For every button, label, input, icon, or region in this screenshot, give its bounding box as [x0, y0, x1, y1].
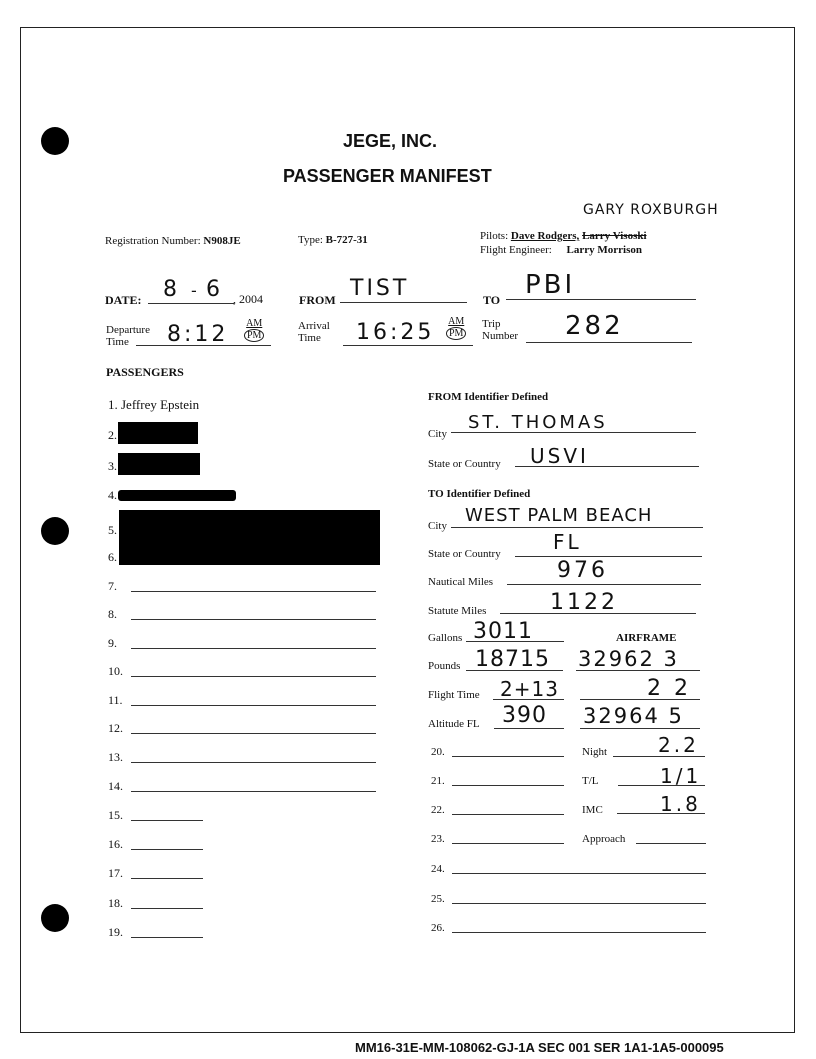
departure-pm-circled: PM [244, 329, 264, 342]
airframe-3-value: 32964 5 [583, 704, 684, 728]
departure-value: 8:12 [167, 322, 229, 347]
date-month: 8 [163, 277, 180, 302]
passenger-row-label: 11. [108, 693, 123, 707]
flight-time-value: 2+13 [500, 677, 559, 701]
passenger-row-line [131, 791, 376, 792]
altitude-label: Altitude FL [428, 718, 480, 730]
passenger-row-label: 8. [108, 607, 117, 621]
to-state-value: FL [553, 530, 582, 554]
passenger-row-line [131, 619, 376, 620]
trip-label [482, 318, 518, 342]
binder-hole-bottom [41, 904, 69, 932]
extra-row-line [452, 843, 564, 844]
redaction-box [119, 510, 380, 565]
document-control-number: MM16-31E-MM-108062-GJ-1A SEC 001 SER 1A1-1A5-000095 [355, 1040, 724, 1055]
passenger-row-line [131, 762, 376, 763]
company-name: JEGE, INC. [343, 131, 438, 151]
trip-label-line2: Number [482, 330, 519, 342]
passenger-row-line [131, 849, 203, 850]
from-state-value: USVI [530, 444, 589, 468]
nautical-label: Nautical Miles [428, 576, 494, 588]
extra-row-label: 25. [431, 893, 445, 905]
passenger-row-label: 14. [108, 779, 123, 793]
pounds-value: 18715 [475, 647, 550, 672]
from-city-value: ST. THOMAS [468, 412, 608, 433]
binder-hole-middle [41, 517, 69, 545]
tl-label: T/L [582, 775, 599, 787]
passenger-row-label: 2. [108, 428, 117, 442]
departure-label-line2: Time [106, 336, 129, 348]
arrival-line [343, 345, 473, 346]
passenger-row-label: 9. [108, 636, 117, 650]
trip-line [526, 342, 692, 343]
arrival-ampm [446, 316, 466, 340]
airframe-heading: AIRFRAME [616, 632, 677, 644]
passenger-row-label: 6. [108, 550, 117, 564]
type-field [298, 234, 368, 246]
passenger-row-label: 4. [108, 488, 117, 502]
departure-label-line1: Departure [106, 324, 150, 336]
extra-row-label: 22. [431, 804, 445, 816]
gallons-label: Gallons [428, 632, 463, 644]
redaction-box [118, 490, 236, 501]
flight-time-label: Flight Time [428, 689, 480, 701]
passenger-row-label: 7. [108, 579, 117, 593]
date-day: 6 [206, 277, 223, 302]
passenger-row-line [131, 591, 376, 592]
extra-row-line [452, 785, 564, 786]
to-city-label: City [428, 520, 447, 532]
pounds-label: Pounds [428, 660, 461, 672]
to-city-line [451, 527, 703, 528]
arrival-pm-circled: PM [446, 327, 466, 340]
passenger-row-label: 1. Jeffrey Epstein [108, 397, 200, 412]
document-title: PASSENGER MANIFEST [283, 166, 492, 186]
extra-row-line [452, 814, 564, 815]
passengers-heading: PASSENGERS [106, 365, 184, 379]
from-state-label: State or Country [428, 458, 501, 470]
night-value: 2.2 [658, 733, 699, 757]
tl-value: 1/1 [660, 764, 702, 788]
approach-line [636, 843, 706, 844]
statute-label: Statute Miles [428, 605, 487, 617]
nautical-line [507, 584, 701, 585]
passenger-row-label: 13. [108, 750, 123, 764]
pilots-value: Dave Rodgers, [510, 230, 580, 242]
passenger-row-label: 5. [108, 523, 117, 537]
departure-ampm [244, 318, 264, 342]
passenger-row-label: 18. [108, 896, 123, 910]
passenger-row-label: 3. [108, 459, 117, 473]
passenger-row-line [131, 676, 376, 677]
arrival-label-line1: Arrival [298, 320, 330, 332]
to-state-line [515, 556, 702, 557]
trip-label-line1: Trip [482, 318, 501, 330]
passenger-row-label: 10. [108, 664, 123, 678]
arrival-am: AM [448, 316, 465, 327]
altitude-value: 390 [502, 703, 547, 728]
extra-row-label: 21. [431, 775, 445, 787]
extra-row-line [452, 756, 564, 757]
nautical-value: 976 [557, 558, 608, 583]
passenger-row-line [131, 820, 203, 821]
imc-label: IMC [582, 804, 603, 816]
date-sep: - [191, 281, 200, 300]
redaction-box [118, 422, 198, 444]
pilot-struck: Larry Visoski [582, 230, 647, 242]
to-label: TO [483, 293, 501, 307]
pilots-field [480, 230, 647, 242]
extra-row-line [452, 932, 706, 933]
pilot-handwritten: GARY ROXBURGH [583, 202, 719, 218]
arrival-label-line2: Time [298, 332, 321, 344]
binder-hole-top [41, 127, 69, 155]
redaction-box [118, 453, 200, 475]
registration-value: N908JE [203, 235, 241, 247]
night-label: Night [582, 746, 608, 758]
to-identifier-heading: TO Identifier Defined [428, 488, 531, 500]
type-label: Type: [298, 234, 323, 246]
registration-field [105, 235, 241, 247]
extra-row-label: 20. [431, 746, 445, 758]
passenger-row-label: 17. [108, 866, 123, 880]
airframe-3-line [580, 728, 700, 729]
from-value: TIST [350, 276, 410, 301]
passenger-row-label: 15. [108, 808, 123, 822]
extra-row-line [452, 903, 706, 904]
airframe-2-value: 2 2 [647, 676, 691, 701]
passenger-row-line [131, 705, 376, 706]
passenger-row-label: 12. [108, 721, 123, 735]
statute-value: 1122 [550, 590, 618, 615]
engineer-field [480, 244, 642, 256]
passenger-row-line [131, 937, 203, 938]
passenger-row-label: 19. [108, 925, 123, 939]
from-identifier-heading: FROM Identifier Defined [428, 391, 549, 403]
trip-value: 282 [565, 311, 624, 341]
approach-label: Approach [582, 833, 626, 845]
from-city-label: City [428, 428, 447, 440]
altitude-line [494, 728, 564, 729]
gallons-value: 3011 [473, 619, 533, 644]
passenger-row-line [131, 648, 376, 649]
from-line [340, 302, 467, 303]
date-year: , 2004 [233, 292, 263, 306]
engineer-value: Larry Morrison [566, 244, 642, 256]
type-value: B-727-31 [325, 234, 368, 246]
extra-row-label: 24. [431, 863, 445, 875]
arrival-label [298, 320, 330, 344]
extra-row-line [452, 873, 706, 874]
passenger-row-line [131, 908, 203, 909]
to-state-label: State or Country [428, 548, 501, 560]
passenger-row-line [131, 878, 203, 879]
extra-row-label: 23. [431, 833, 445, 845]
airframe-1-value: 32962 3 [578, 647, 679, 671]
to-value: PBI [525, 270, 576, 300]
passenger-row-label: 16. [108, 837, 123, 851]
date-line [148, 303, 234, 304]
engineer-label: Flight Engineer: [480, 244, 552, 256]
imc-value: 1.8 [660, 792, 701, 816]
extra-row-label: 26. [431, 922, 445, 934]
pilots-label: Pilots: [480, 230, 509, 242]
from-label: FROM [299, 293, 336, 307]
passenger-row-line [131, 733, 376, 734]
departure-am: AM [246, 318, 263, 329]
to-city-value: WEST PALM BEACH [465, 505, 653, 526]
date-label: DATE: [105, 293, 142, 307]
arrival-value: 16:25 [356, 320, 435, 345]
registration-label: Registration Number: [105, 235, 201, 247]
